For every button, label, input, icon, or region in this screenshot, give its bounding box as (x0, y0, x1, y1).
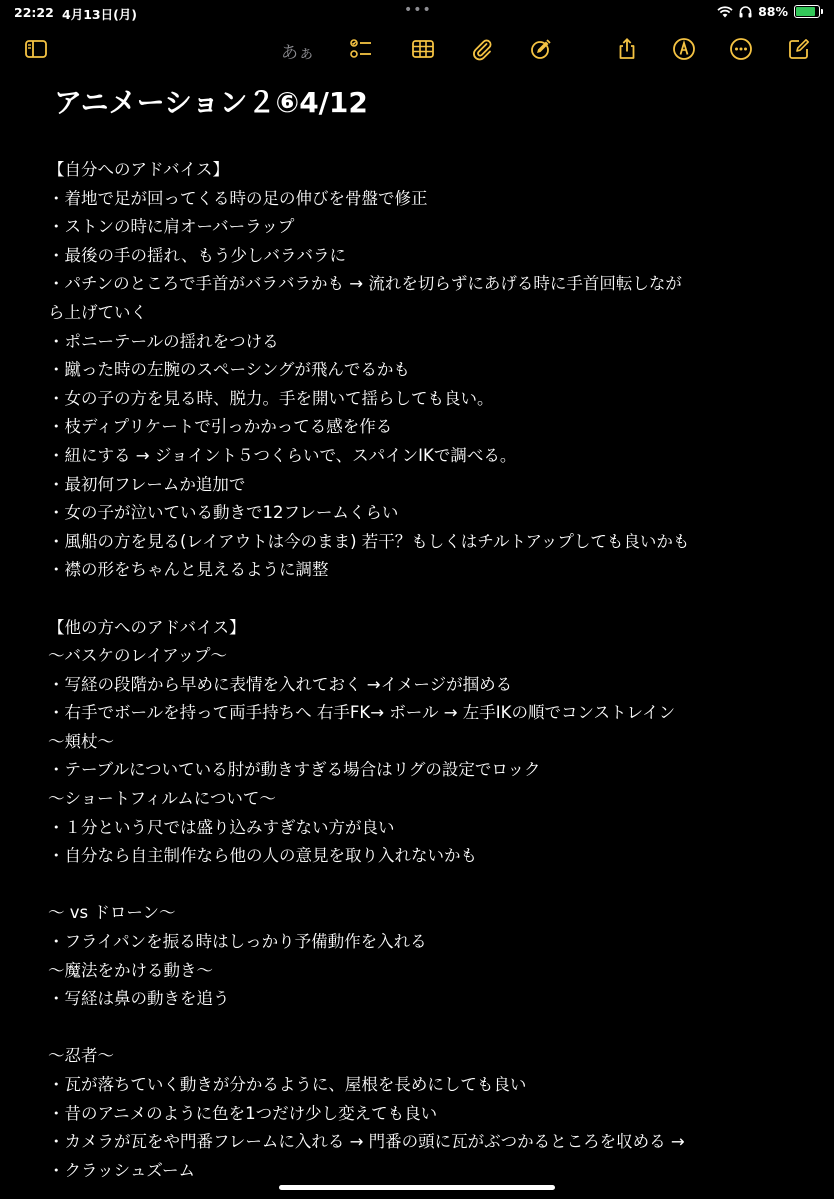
toolbar (0, 34, 834, 68)
note-line: ・テーブルについている肘が動きすぎる場合はリグの設定でロック (48, 760, 541, 780)
note-line: ・ポニーテールの揺れをつける (48, 331, 279, 351)
attachment-button[interactable] (467, 34, 497, 64)
note-line: ・最後の手の揺れ、もう少しバラバラに (48, 245, 346, 265)
note-line: ・蹴った時の左腕のスペーシングが飛んでるかも (48, 360, 410, 380)
section-heading: 〜頬杖〜 (48, 731, 114, 751)
note-line: ・昔のアニメのように色を1つだけ少し変えても良い (48, 1103, 438, 1123)
status-right (717, 4, 820, 19)
note-line: ・瓦が落ちていく動きが分かるように、屋根を長めにしても良い (48, 1075, 527, 1094)
table-icon (411, 37, 435, 61)
note-line: ・右手でボールを持って両手持ちへ 右手FK→ ボール → 左手IKの順でコンストレイン (48, 703, 676, 723)
section-heading: 【自分へのアドバイス】 (48, 160, 230, 179)
note-line: ・最初何フレームか追加で (48, 474, 246, 494)
sidebar-toggle-button[interactable] (21, 34, 51, 64)
status-bar (0, 0, 834, 26)
markup-button[interactable] (669, 34, 699, 64)
section-heading: 〜忍者〜 (48, 1046, 114, 1066)
checklist-button[interactable] (346, 34, 376, 64)
battery-level (796, 7, 815, 16)
table-button[interactable] (408, 34, 438, 64)
note-line: ・女の子が泣いている動きで12フレームくらい (48, 503, 399, 523)
more-button[interactable] (726, 34, 756, 64)
multitasking-dots-icon[interactable]: ••• (404, 2, 432, 18)
note-line: ・写経は鼻の動きを追う (48, 989, 230, 1009)
note-line: ・ストンの時に肩オーバーラップ (48, 217, 295, 237)
blank-line (48, 871, 808, 900)
compose-icon (787, 37, 811, 61)
note-line: ・風船の方を見る(レイアウトは今のまま) 若干？もしくはチルトアップしても良いかも (48, 531, 690, 551)
battery-percent: 88% (758, 4, 788, 19)
note-line: ・女の子の方を見る時、脱力。手を開いて揺らしても良い。 (48, 388, 494, 408)
note-line: ・写経の段階から早めに表情を入れておく →イメージが掴める (48, 674, 513, 694)
section-heading: 〜バスケのレイアップ〜 (48, 646, 228, 666)
compose-button[interactable] (784, 34, 814, 64)
note-line: ・カメラが瓦をや門番フレームに入れる → 門番の頭に瓦がぶつかるところを収める → (48, 1132, 685, 1152)
note-line: ら上げていく (48, 302, 147, 322)
section-heading: 〜 vs ドローン〜 (48, 903, 176, 923)
format-button[interactable]: あぁ (281, 43, 315, 63)
sidebar-icon (24, 37, 48, 61)
note-line: ・襟の形をちゃんと見えるように調整 (48, 560, 329, 580)
home-indicator[interactable] (279, 1185, 555, 1190)
pen-circle-icon (529, 37, 553, 61)
note-line: ・着地で足が回ってくる時の足の伸びを骨盤で修正 (48, 188, 428, 208)
section-heading: 【他の方へのアドバイス】 (48, 617, 246, 637)
note-line: ・パチンのところで手首がバラバラかも → 流れを切らずにあげる時に手首回転しなが (48, 274, 682, 294)
note-line: ・枝ディプリケートで引っかかってる感を作る (48, 417, 393, 437)
status-time: 22:22 (14, 5, 54, 20)
note-line: ・フライパンを振る時はしっかり予備動作を入れる (48, 932, 427, 952)
battery-icon (794, 5, 820, 18)
paperclip-icon (470, 37, 494, 61)
note-title: アニメーション２⑥4/12 (54, 86, 368, 119)
status-date: 4月13日(月) (62, 7, 138, 22)
checklist-icon (349, 37, 373, 61)
note-line: ・紐にする → ジョイント５つくらいで、スパインIKで調べる。 (48, 445, 517, 465)
markup-icon (672, 37, 696, 61)
blank-line (48, 585, 808, 614)
note-body[interactable] (48, 86, 808, 1185)
note-lines (48, 156, 808, 1185)
note-line: ・１分という尺では盛り込みすぎない方が良い (48, 817, 395, 837)
note-line: ・クラッシュズーム (48, 1160, 196, 1180)
blank-line (48, 1014, 808, 1043)
more-icon (729, 37, 753, 61)
share-icon (615, 37, 639, 61)
section-heading: 〜魔法をかける動き〜 (48, 960, 213, 980)
share-button[interactable] (612, 34, 642, 64)
headphones-icon (739, 6, 752, 18)
note-line: ・自分なら自主制作なら他の人の意見を取り入れないかも (48, 846, 477, 866)
wifi-icon (717, 6, 733, 18)
pen-tools-button[interactable] (526, 34, 556, 64)
section-heading: 〜ショートフィルムについて〜 (48, 789, 276, 809)
